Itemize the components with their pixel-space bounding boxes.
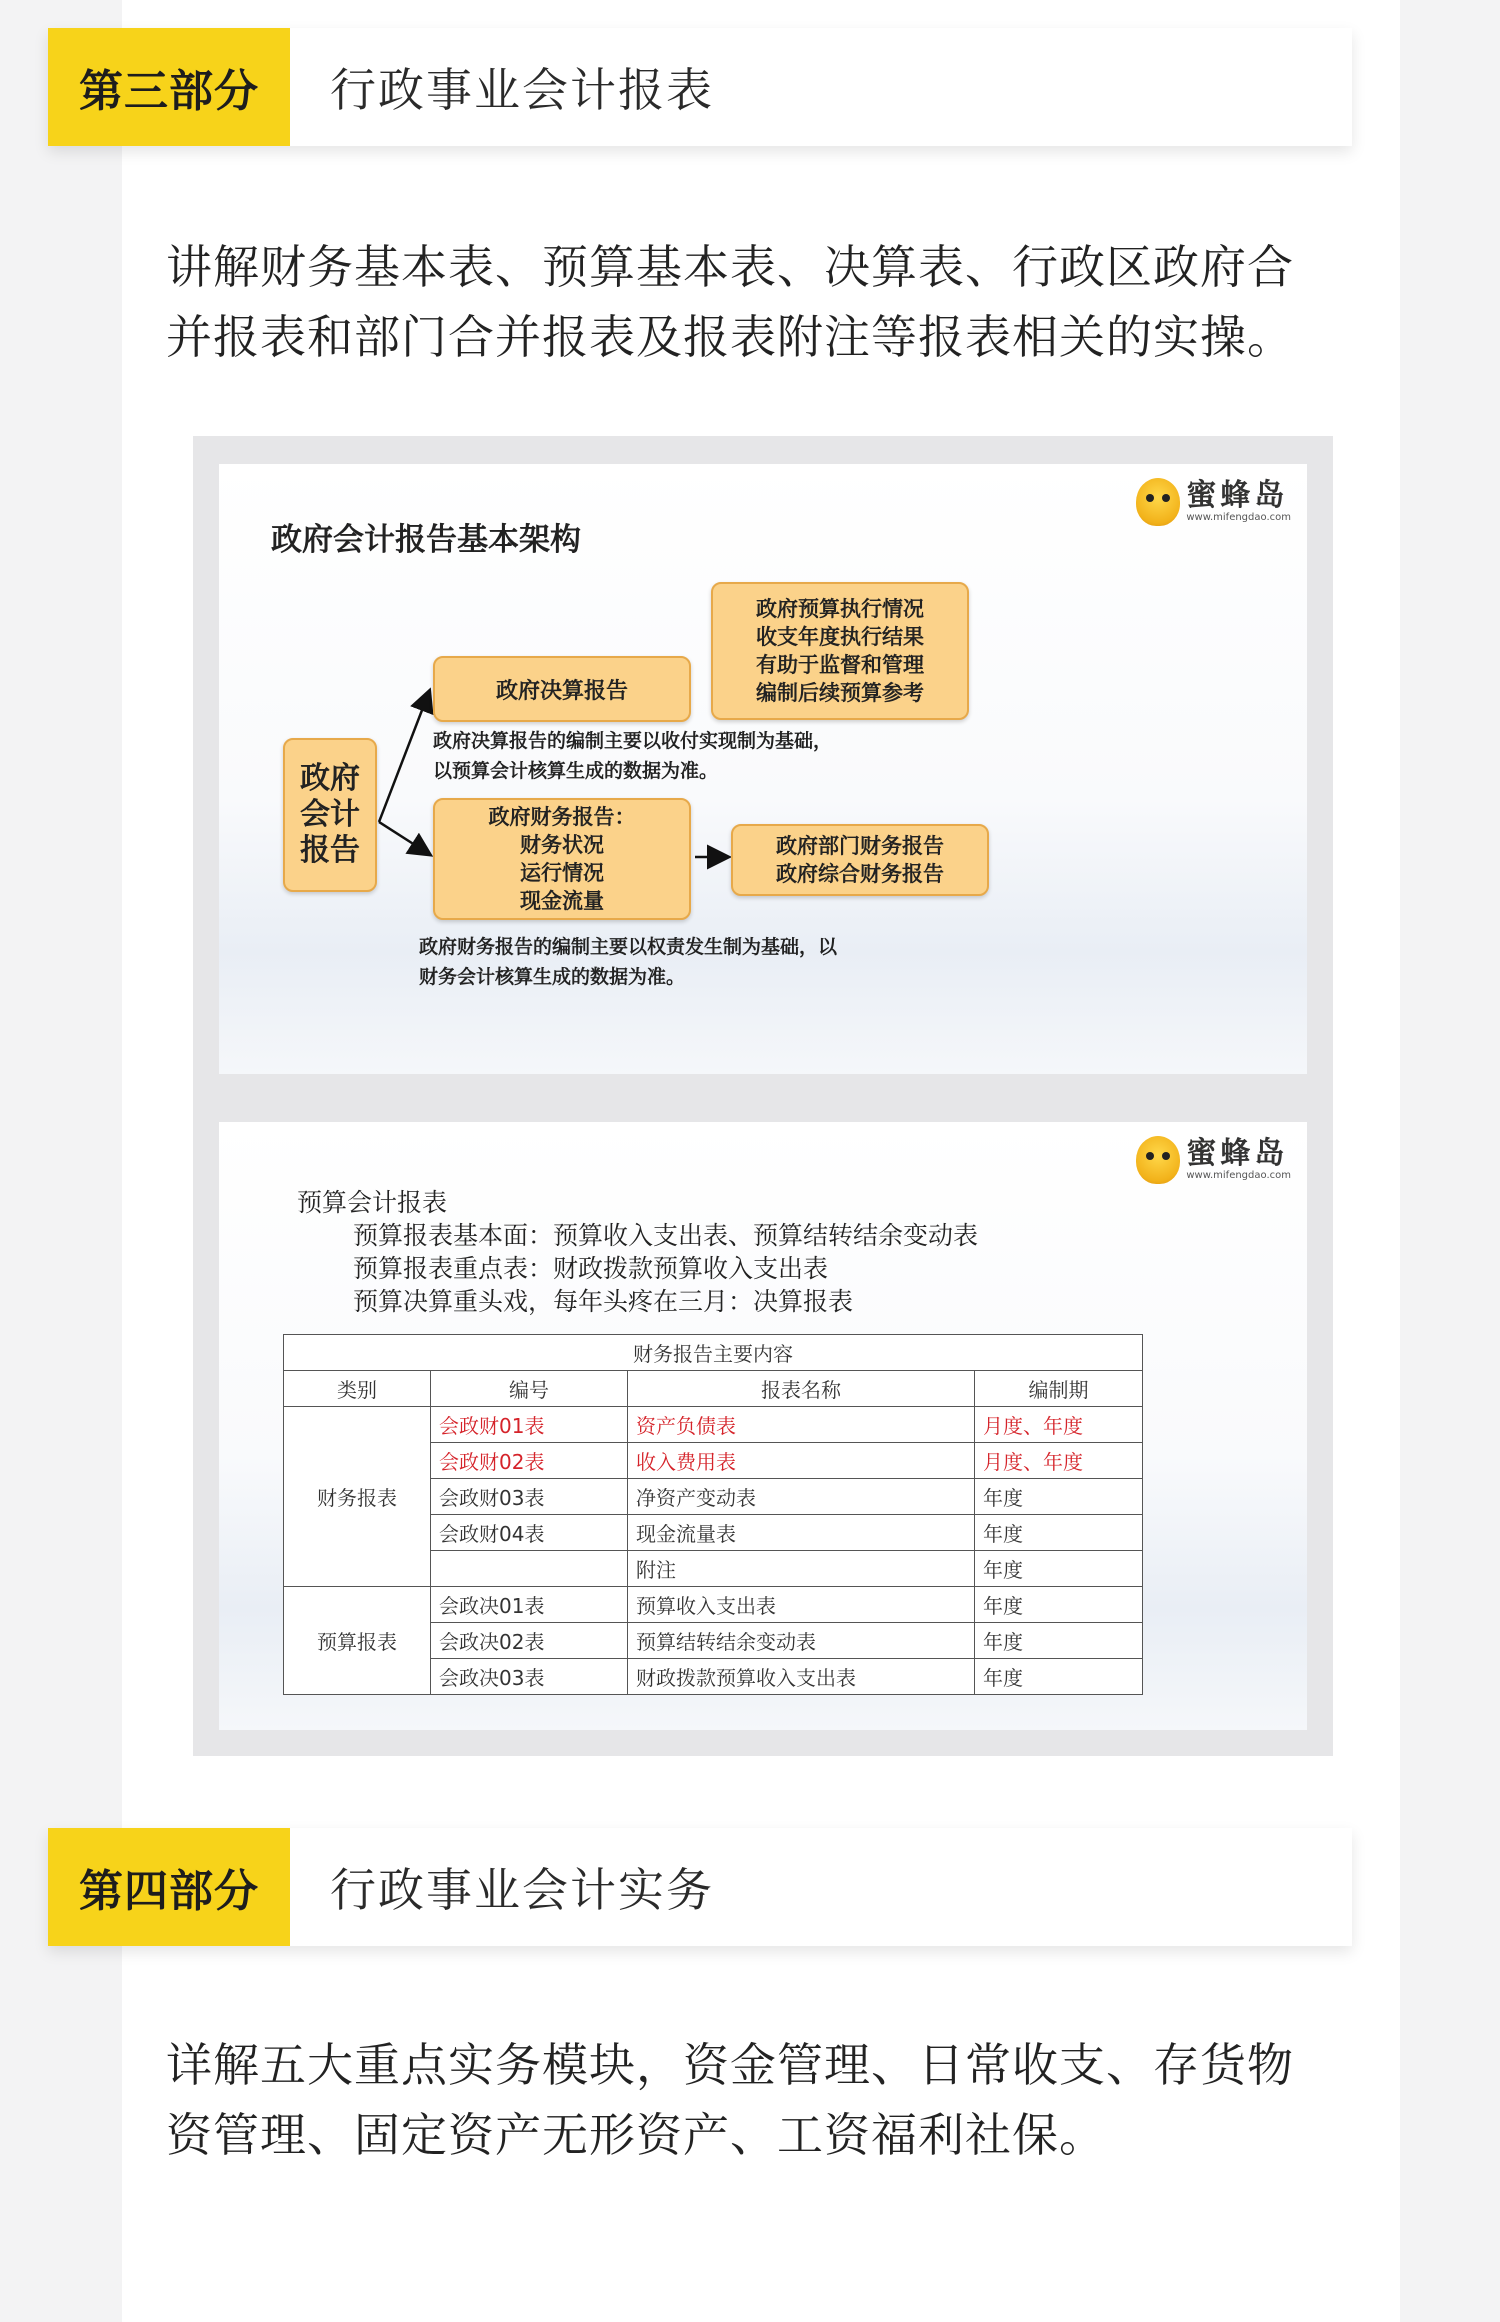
logo-url: www.mifengdao.com [1186,512,1291,523]
section-header-4 [48,1828,1352,1946]
slide-budget-reports [219,1122,1307,1730]
code-cell: 会政财02表 [431,1443,628,1479]
name-cell: 预算结转结余变动表 [628,1623,975,1659]
section-tag: 第四部分 [48,1828,290,1946]
period-cell: 年度 [975,1551,1143,1587]
budget-execution-box: 政府预算执行情况 收支年度执行结果 有助于监督和管理 编制后续预算参考 [711,582,969,720]
financial-report-note: 政府财务报告的编制主要以权责发生制为基础，以 财务会计核算生成的数据为准。 [419,936,838,988]
name-cell: 资产负债表 [628,1407,975,1443]
arrow-to-final-report [379,692,429,822]
code-cell: 会政决03表 [431,1659,628,1695]
description-line: 资管理、固定资产无形资产、工资福利社保。 [166,2108,1106,2162]
code-cell: 会政财01表 [431,1407,628,1443]
period-cell: 月度、年度 [975,1407,1143,1443]
name-cell: 财政拨款预算收入支出表 [628,1659,975,1695]
root-box-gov-accounting-report: 政府 会计 报告 [283,738,377,892]
section-description [166,232,1346,372]
slide-title: 政府会计报告基本架构 [271,522,581,558]
code-cell: 会政决02表 [431,1623,628,1659]
summary-line: 预算报表基本面：预算收入支出表、预算结转结余变动表 [353,1221,979,1250]
logo-url: www.mifengdao.com [1186,1170,1291,1181]
col-header: 编制期 [975,1371,1143,1407]
code-cell: 会政财03表 [431,1479,628,1515]
section-title: 行政事业会计报表 [330,63,714,117]
period-cell: 年度 [975,1515,1143,1551]
dept-report-box: 政府部门财务报告 政府综合财务报告 [731,824,989,896]
table-row [284,1407,1143,1443]
description-line: 详解五大重点实务模块，资金管理、日常收支、存货物 [166,2038,1294,2092]
col-header: 类别 [284,1371,431,1407]
period-cell: 年度 [975,1479,1143,1515]
name-cell: 预算收入支出表 [628,1587,975,1623]
final-report-note: 政府决算报告的编制主要以收付实现制为基础， 以预算会计核算生成的数据为准。 [433,730,833,782]
name-cell: 现金流量表 [628,1515,975,1551]
section-tag: 第三部分 [48,28,290,146]
summary-heading: 预算会计报表 [297,1188,448,1217]
description-line: 并报表和部门合并报表及报表附注等报表相关的实操。 [166,310,1294,364]
col-header: 报表名称 [628,1371,975,1407]
logo-name: 蜜蜂岛 [1186,478,1289,513]
period-cell: 月度、年度 [975,1443,1143,1479]
category-cell: 财务报表 [284,1407,431,1587]
arrow-to-financial-report [379,822,429,854]
table-row [284,1587,1143,1623]
summary-line: 预算决算重头戏，每年头疼在三月：决算报表 [353,1287,854,1316]
summary-line: 预算报表重点表：财政拨款预算收入支出表 [353,1254,829,1283]
budget-report-summary [297,1186,978,1318]
period-cell: 年度 [975,1587,1143,1623]
slides-image-frame [193,436,1333,1756]
col-header: 编号 [431,1371,628,1407]
name-cell: 净资产变动表 [628,1479,975,1515]
section-header-3 [48,28,1352,146]
table-caption: 财务报告主要内容 [284,1335,1143,1371]
code-cell: 会政决01表 [431,1587,628,1623]
period-cell: 年度 [975,1623,1143,1659]
code-cell [431,1551,628,1587]
brand-logo [1136,1136,1291,1184]
period-cell: 年度 [975,1659,1143,1695]
financial-report-box: 政府财务报告： 财务状况 运行情况 现金流量 [433,798,691,920]
slide-report-architecture [219,464,1307,1074]
bee-mascot-icon [1136,1136,1180,1184]
final-report-box: 政府决算报告 [433,656,691,722]
category-cell: 预算报表 [284,1587,431,1695]
logo-name: 蜜蜂岛 [1186,1136,1289,1171]
name-cell: 收入费用表 [628,1443,975,1479]
name-cell: 附注 [628,1551,975,1587]
code-cell: 会政财04表 [431,1515,628,1551]
section-title: 行政事业会计实务 [330,1863,714,1917]
description-line: 讲解财务基本表、预算基本表、决算表、行政区政府合 [166,240,1294,294]
report-contents-table [283,1334,1143,1695]
section-description [166,2030,1346,2170]
